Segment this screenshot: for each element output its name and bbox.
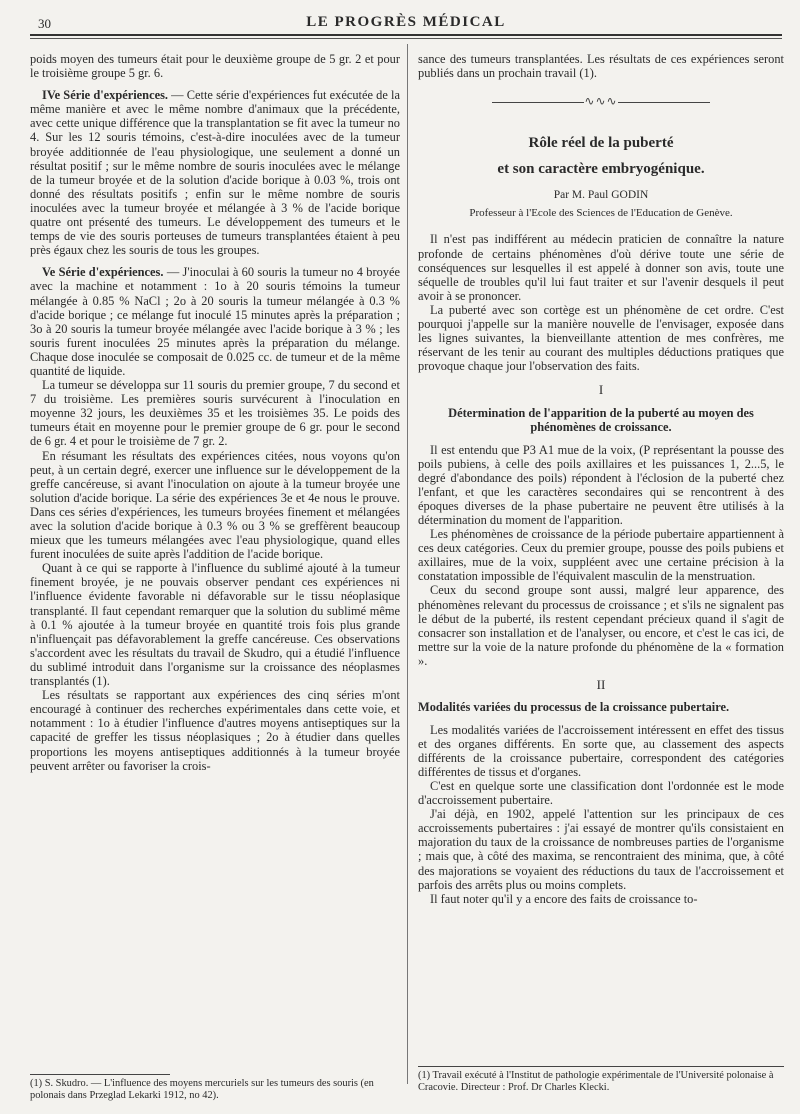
paragraph: C'est en quelque sorte une classification dont l'ordonnée est le mode d'accroissement pubertaire. xyxy=(418,778,784,808)
footnote-rule xyxy=(30,1074,170,1075)
paragraph: Les modalités variées de l'accroissement intéressent en effet des tissus et des organes différents. En sorte que, au classement des aspects différents de la croissance pubertaire, correspondent des catégories différentes de tissus et d'organes. xyxy=(418,722,784,779)
paragraph: sance des tumeurs transplantées. Les résultats de ces expériences seront publiés dans un prochain travail (1). xyxy=(418,52,784,81)
series-5-paragraph xyxy=(30,265,400,378)
paragraph: Les phénomènes de croissance de la période pubertaire appartiennent à ces deux catégories. Ceux du premier groupe, pousse des poils pubiens et axillaires, mue de la voix, suppléent avec une certaine précision à la constatation impossible de l'équivalent masculin de la menstruation. xyxy=(418,527,784,584)
left-footnote: (1) S. Skudro. — L'influence des moyens mercuriels sur les tumeurs des souris (en polonais dans Przeglad Lekarki 1912, no 42). xyxy=(30,1078,374,1101)
header-rule xyxy=(30,34,782,36)
paragraph: Il faut noter qu'il y a encore des faits de croissance to- xyxy=(430,891,698,906)
series-5-text: — J'inoculai à 60 souris la tumeur no 4 broyée avec la machine et notamment : 1o à 20 souris témoins la tumeur mélangée à 0.85 % NaCl ; 2o à 20 souris la tumeur mélangée à 0.3 % d'acide borique ; ce mélange fut inoculé 15 minutes après la préparation ; 3o à 20 souris la tumeur broyée mélangée avec l'acide borique à 3 % ; les souris furent inoculées 25 minutes après la préparation du mélange. Chaque dose inoculée se composait de 0.025 cc. de tumeur et de la même quantité de liquide. xyxy=(30,265,400,378)
footnote-rule xyxy=(418,1066,784,1067)
page-number: 30 xyxy=(38,16,51,31)
paragraph: La puberté avec son cortège est un phénomène de cet ordre. C'est pourquoi j'appelle sur la manière nouvelle de l'envisager, exposée dans les lignes suivantes, la bienveillante attention de mes confrères, me réservant de les tenir au courant des multiples déductions pratiques que provoque chaque jour l'observation des faits. xyxy=(418,302,784,374)
paragraph: Il n'est pas indifférent au médecin praticien de connaître la nature profonde de certains phénomènes d'où dérive toute une série de conséquences sur lesquelles il est appelé à donner son avis, toute une séquelle de troubles qu'il lui faut traiter et sur l'avenir desquels il peut avoir à se prononcer. xyxy=(418,232,784,303)
ornament-glyph: ∿∿∿ xyxy=(584,94,618,109)
series-4-title: IVe Série d'expériences. xyxy=(42,88,168,103)
paragraph: J'ai déjà, en 1902, appelé l'attention sur les principaux de ces accroissements pubertaires : j'ai essayé de montrer qu'ils consistaient en majoration du taux de la croissance de nombreuses parties de l'organisme ; mais que, à côté des maxima, se rencontraient des minima, que, à côté des majorations se voyaient des réductions du taux de l'accroissement et parfois des arrêts plus ou moins complets. xyxy=(418,807,784,892)
header-rule-thin xyxy=(30,38,782,39)
paragraph: Quant à ce qui se rapporte à l'influence du sublimé ajouté à la tumeur finement broyée, je ne pouvais observer pendant ces expériences ni l'influence évidente favorable ni défavorable sur le tissu néoplasique transplanté. Il faut cependant remarquer que la solution du sublimé même à 0.1 % ajoutée à la tumeur broyée en quantité trois fois plus grande n'influençait pas défavorablement la greffe cancéreuse. Ces observations s'accordent avec les résultats du travail de Skudro, qui a étudié l'influence du sublimé introduit dans l'organisme sur la croissance des néoplasmes transplantés (1). xyxy=(30,561,400,689)
paragraph: poids moyen des tumeurs était pour le deuxième groupe de 5 gr. 2 et pour le troisième groupe 5 gr. 6. xyxy=(30,52,400,81)
paragraph: La tumeur se développa sur 11 souris du premier groupe, 7 du second et 7 du troisième. Les premières souris survécurent à l'inoculation en moyenne 32 jours, les deuxièmes 35 et les troisièmes 35. Le poids des tumeurs était en moyenne pour le premier groupe de 6 gr. pour le second de 6 gr. 4 et pour le troisième de 7 gr. 2. xyxy=(30,378,400,449)
ornament-divider xyxy=(418,94,784,108)
right-column xyxy=(418,52,784,906)
left-column xyxy=(30,52,400,773)
article-title-line-2: et son caractère embryogénique. xyxy=(497,161,705,178)
section-number-1: I xyxy=(598,382,604,398)
section-heading-2: Modalités variées du processus de la croissance pubertaire. xyxy=(418,700,730,715)
section-heading-1: Détermination de l'apparition de la puberté au moyen des phénomènes de croissance. xyxy=(448,405,754,434)
article-title-line-1: Rôle réel de la puberté xyxy=(528,135,674,152)
series-4-paragraph xyxy=(30,88,400,257)
paragraph: Il est entendu que P3 A1 mue de la voix, (P représentant la pousse des poils pubiens, à celle des poils axillaires et les puissances 1, 2...5, le degré d'abondance des poils) répondent à l'éclosion de la puberté chez l'enfant, et que les caractères secondaires qui se rencontrent à des époques diverses de la phase pubertaire ne peuvent être utilisés à la détermination du moment de l'apparition. xyxy=(418,442,784,527)
section-number-2: II xyxy=(596,677,606,692)
byline: Par M. Paul GODIN xyxy=(553,189,649,202)
paragraph: En résumant les résultats des expériences citées, nous voyons qu'on peut, à un certain degré, exercer une influence sur le développement de la greffe cancéreuse, si avant l'inoculation on ajoute à la tumeur broyée une solution d'acide borique. La série des expériences 3e et 4e nous le prouve. Dans ces séries d'expériences, les tumeurs broyées finement et mélangées avec la solution d'acide borique à 0.3 % ou 3 % se greffèrent beaucoup mieux que les tumeurs mélangées avec l'eau physiologique, quand elles furent inoculées de suite après l'addition de l'acide borique. xyxy=(30,448,400,562)
affiliation: Professeur à l'Ecole des Sciences de l'Education de Genève. xyxy=(469,207,733,220)
right-footnote: (1) Travail exécuté à l'Institut de pathologie expérimentale de l'Université polonaise à Cracovie. Directeur : Prof. Dr Charles Klecki. xyxy=(418,1070,774,1093)
paragraph: Les résultats se rapportant aux expériences des cinq séries m'ont encouragé à continuer des recherches expérimentales dans cette voie, et notamment : 1o à étudier l'influence d'autres moyens antiseptiques sur la capacité de greffer les tissus néoplasiques ; 2o à étudier dans quelles proportions les moyens antiseptiques additionnés à la tumeur broyée peuvent arrêter ou favoriser la crois- xyxy=(30,688,400,773)
page-header xyxy=(30,12,782,34)
series-4-text: — Cette série d'expériences fut exécutée de la même manière et avec le même nombre d'animaux que la précédente, avec cette unique différence que la transplantation se fit avec la tumeur no 4. Sur les 12 souris témoins, c'est-à-dire inoculées avec de la tumeur broyée additionnée de l'eau physiologique, une seulement a donné un résultat positif ; sur le même nombre de souris inoculées avec le mélange de la tumeur broyée et de la solution d'acide borique à 0.03 %, trois ont donné des résultats positifs ; enfin sur le même nombre de souris inoculées avec la tumeur broyée et mélangée à 3 % de l'acide borique quatre ont présenté des tumeurs. Le développement des tumeurs et le temps de vie des souris porteuses de tumeurs transplantées étaient à peu près égaux chez les souris de tous les groupes. xyxy=(30,88,400,258)
paragraph: Ceux du second groupe sont aussi, malgré leur apparence, des phénomènes relevant du processus de croissance ; et s'ils ne signalent pas le début de la puberté, ils restent cependant précieux quand il s'agit de consacrer son installation et de l'analyser, ou encore, et c'est le cas ici, de mettre sur la voie de la nature profonde du phénomène de la « formation ». xyxy=(418,583,784,668)
series-5-title: Ve Série d'expériences. xyxy=(42,265,164,280)
column-divider xyxy=(407,44,408,1084)
running-title: LE PROGRÈS MÉDICAL xyxy=(306,14,506,30)
